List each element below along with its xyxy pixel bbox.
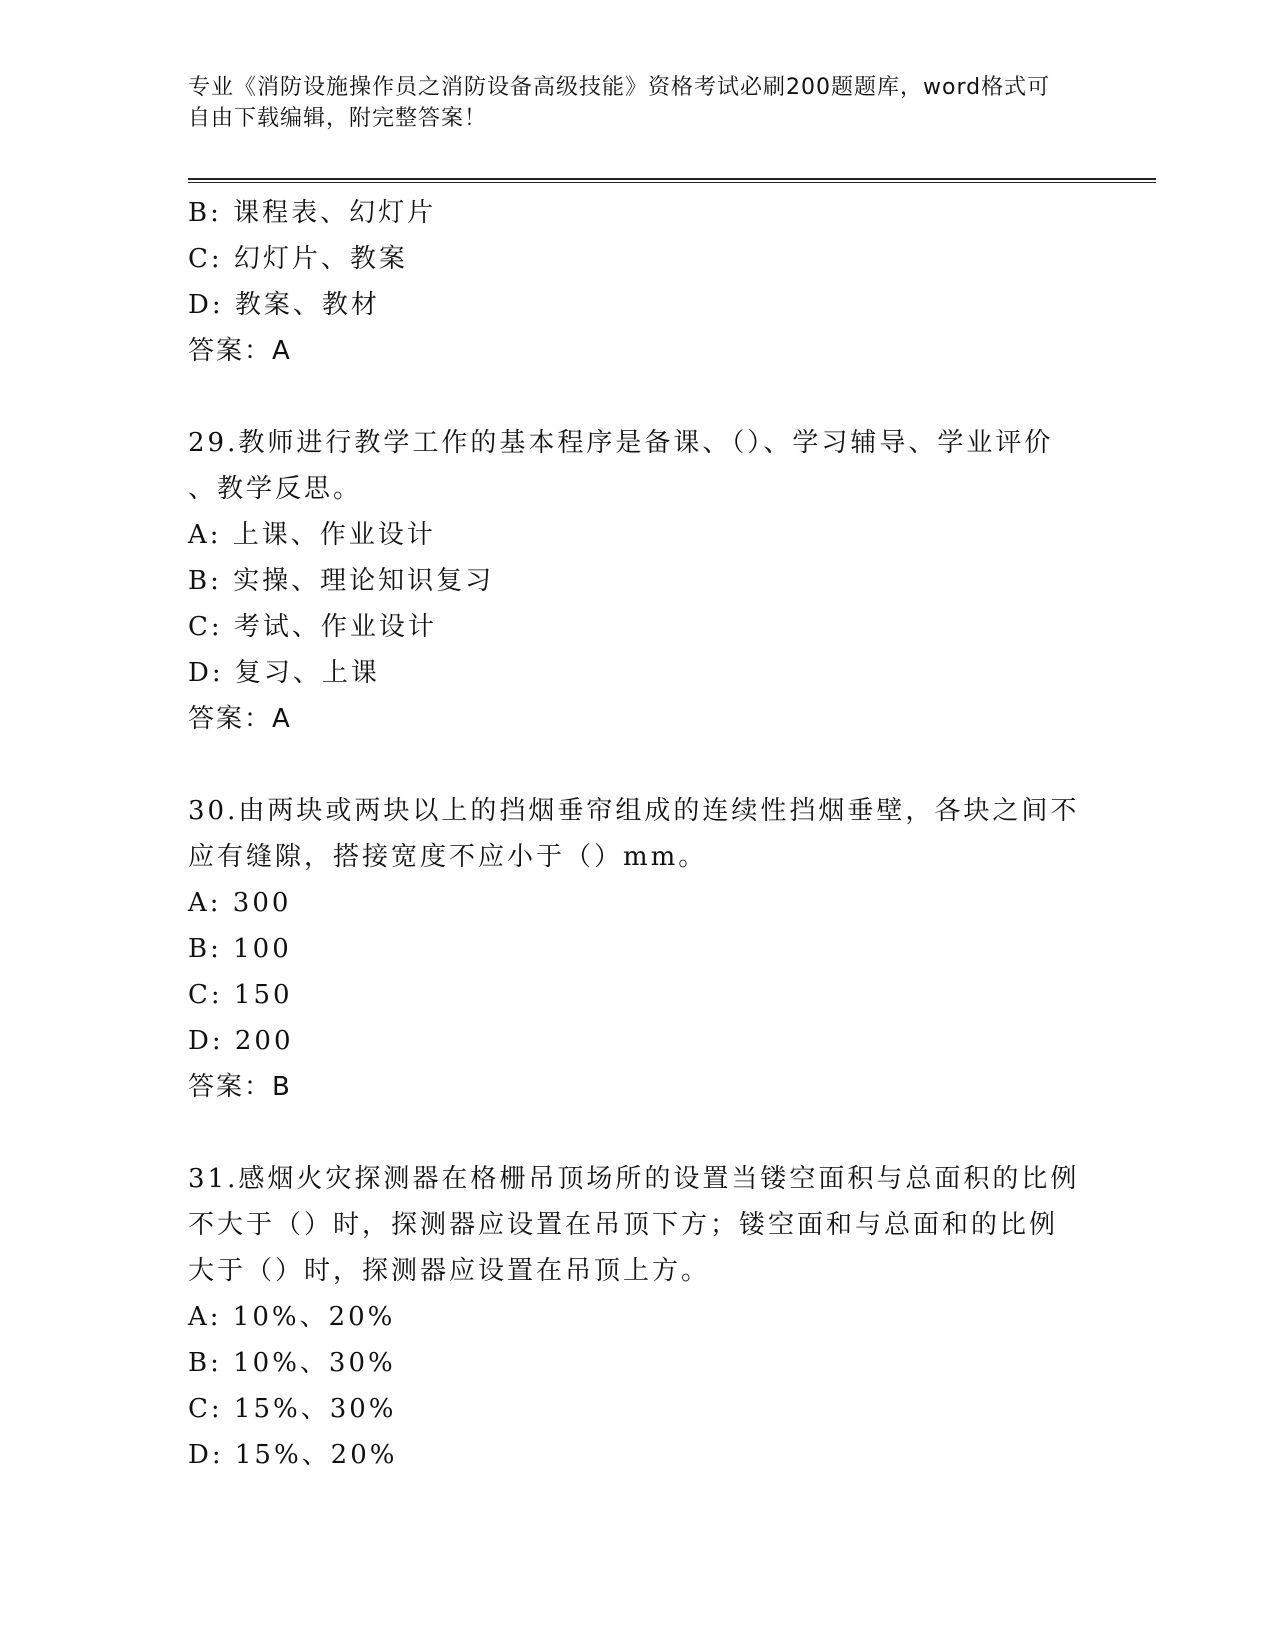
question-29 <box>188 420 1088 742</box>
option-a: A: 10%、20% <box>188 1302 396 1332</box>
question-30 <box>188 788 1088 1110</box>
question-stem: 29.教师进行教学工作的基本程序是备课、（）、学习辅导、学业评价 、教学反思。 <box>188 428 1054 504</box>
option-c: C: 幻灯片、教案 <box>188 244 408 274</box>
option-d: D: 200 <box>188 1026 294 1056</box>
question-stem: 30.由两块或两块以上的挡烟垂帘组成的连续性挡烟垂壁，各块之间不 应有缝隙，搭接宽度不应小于（）mm。 <box>188 796 1080 872</box>
option-b: B: 课程表、幻灯片 <box>188 198 437 228</box>
answer-line: 答案：A <box>188 704 292 734</box>
option-d: D: 教案、教材 <box>188 290 380 320</box>
option-a: A: 上课、作业设计 <box>188 520 436 550</box>
answer-line: 答案：B <box>188 1072 292 1102</box>
option-b: B: 100 <box>188 934 292 964</box>
option-d: D: 15%、20% <box>188 1440 398 1470</box>
document-body <box>188 190 1088 1478</box>
question-31 <box>188 1156 1088 1478</box>
option-c: C: 15%、30% <box>188 1394 397 1424</box>
document-header: 专业《消防设施操作员之消防设备高级技能》资格考试必刷200题题库，word格式可自由下载编辑，附完整答案！ <box>188 75 1051 131</box>
option-d: D: 复习、上课 <box>188 658 380 688</box>
option-c: C: 150 <box>188 980 293 1010</box>
option-b: B: 10%、30% <box>188 1348 396 1378</box>
option-c: C: 考试、作业设计 <box>188 612 437 642</box>
answer-line: 答案：A <box>188 336 292 366</box>
option-b: B: 实操、理论知识复习 <box>188 566 495 596</box>
option-a: A: 300 <box>188 888 292 918</box>
question-stem: 31.感烟火灾探测器在格栅吊顶场所的设置当镂空面积与总面积的比例 不大于（）时，探测器应设置在吊顶下方；镂空面和与总面和的比例 大于（）时，探测器应设置在吊顶上方。 <box>188 1164 1080 1286</box>
header-divider <box>188 178 1156 183</box>
previous-question-fragment <box>188 190 1088 374</box>
